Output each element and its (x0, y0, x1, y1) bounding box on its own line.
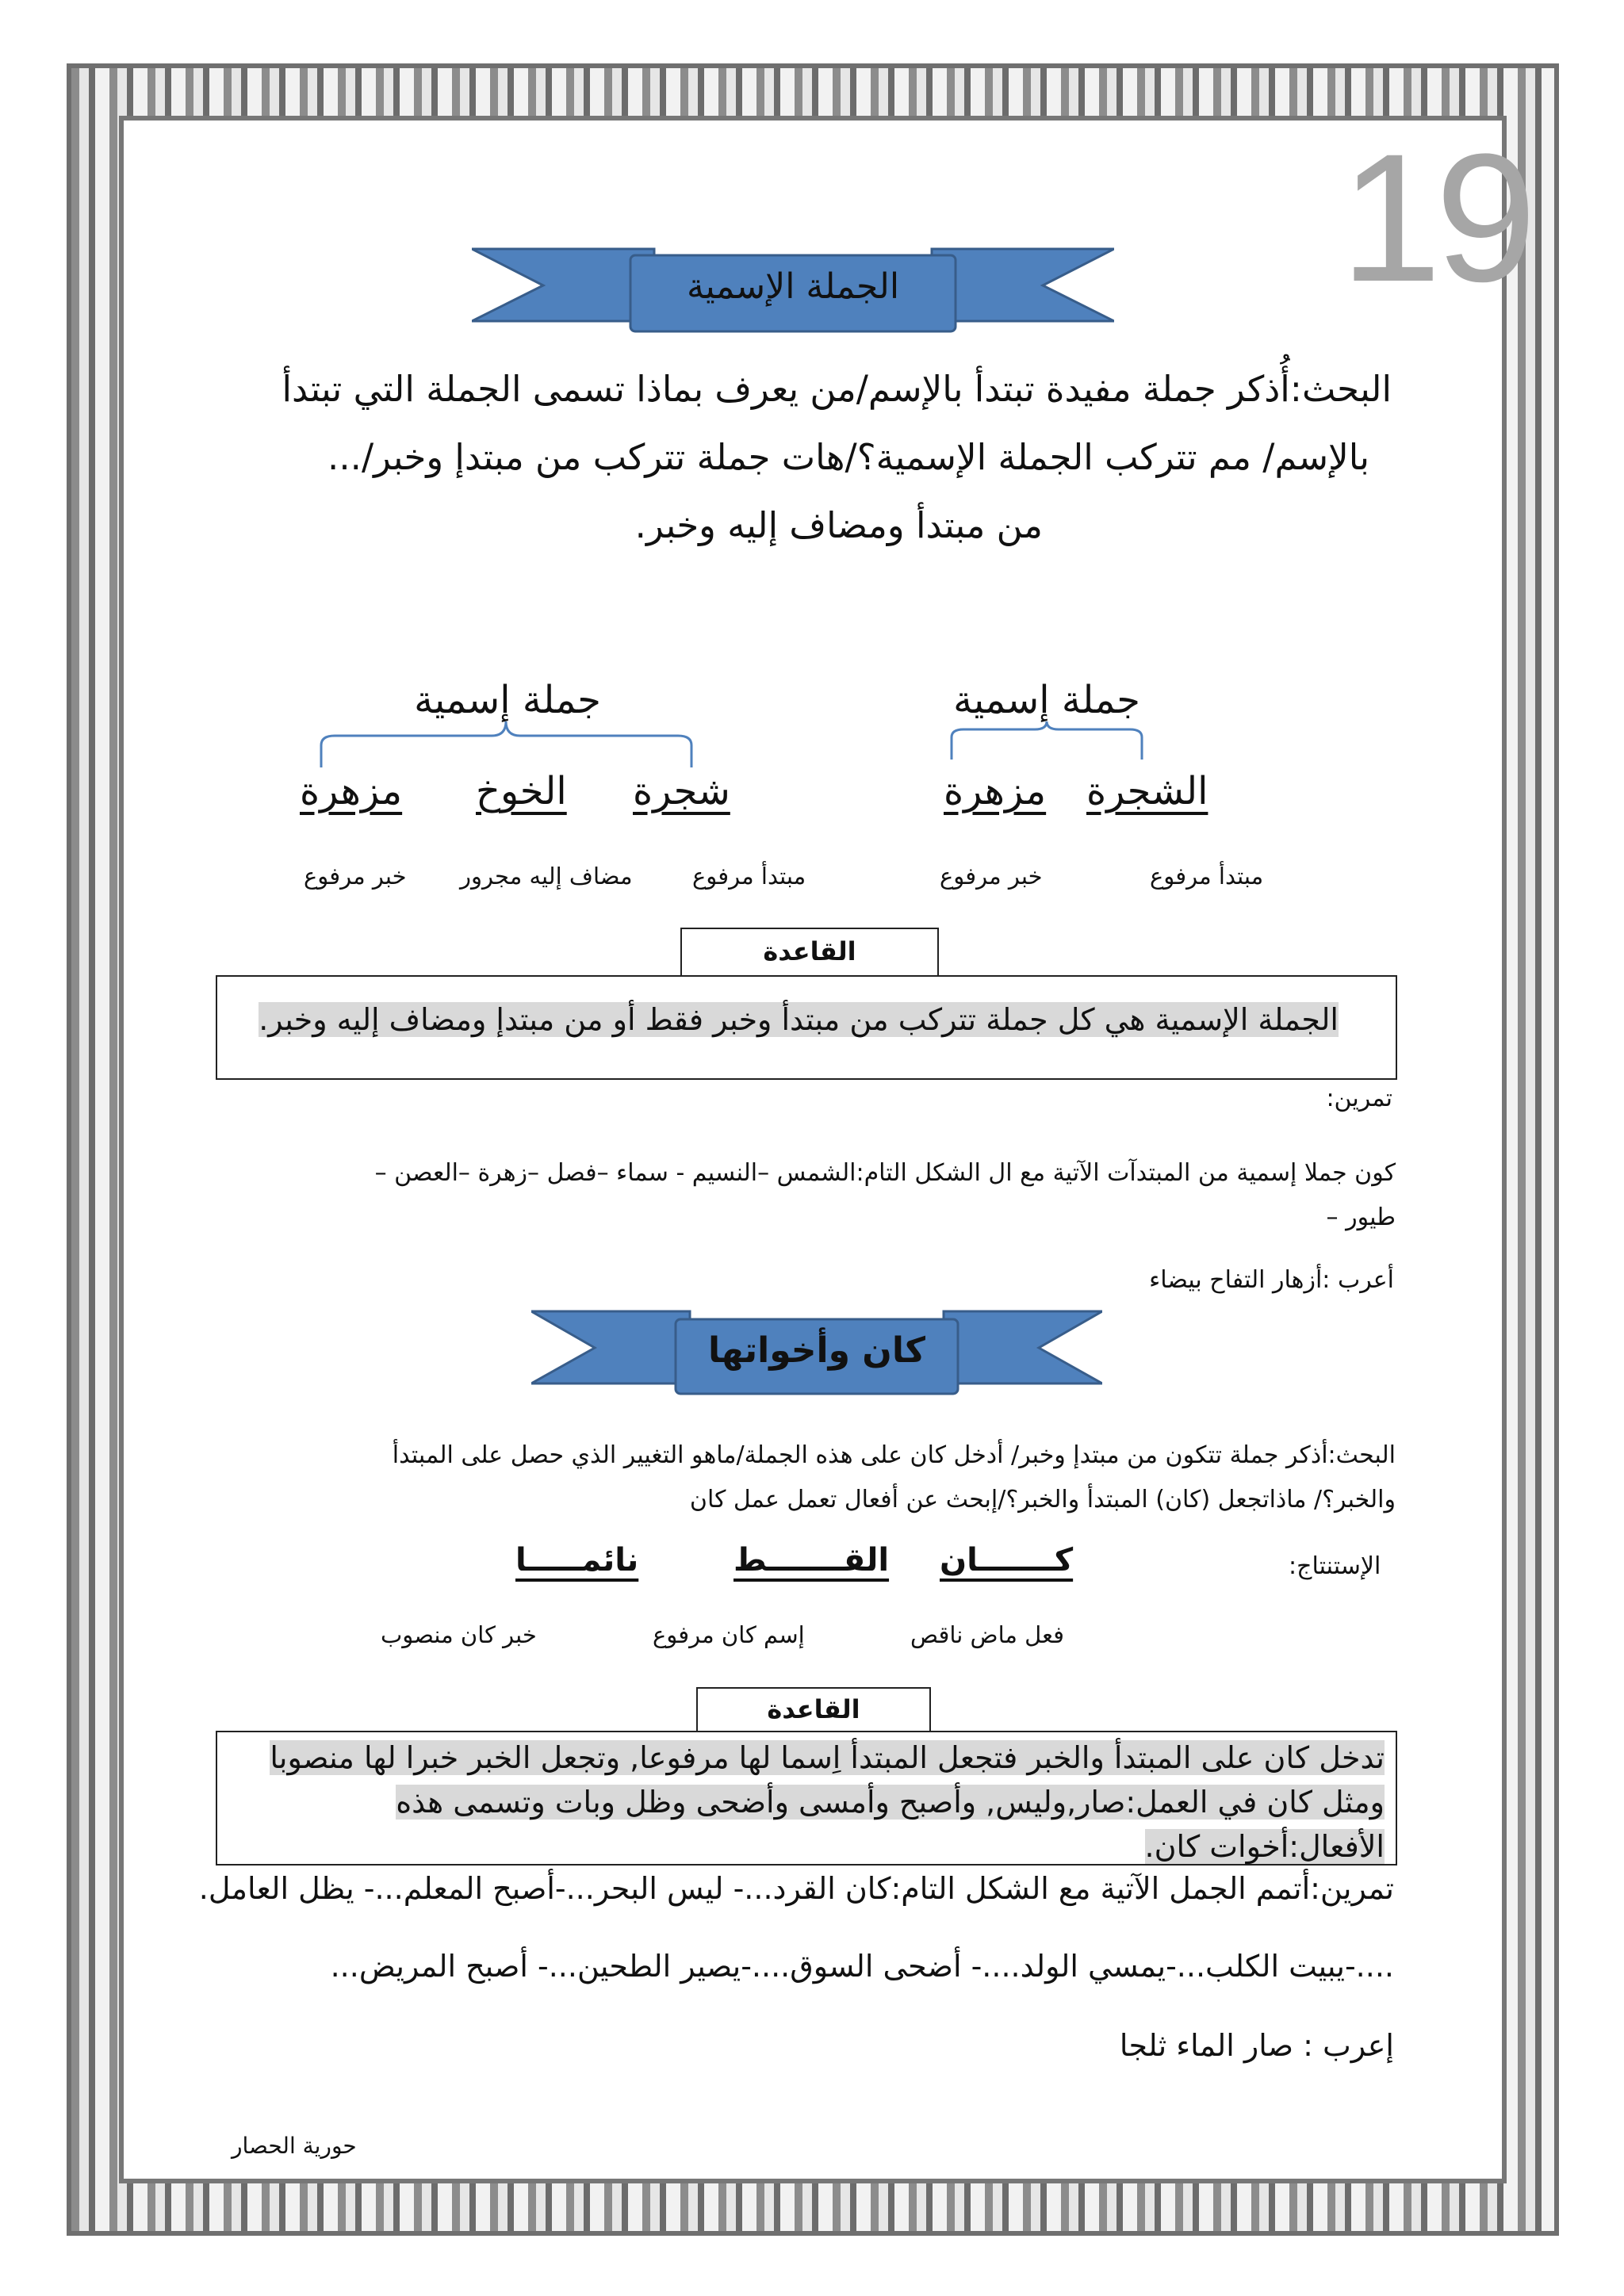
kana-label-3: خبر كان منصوب (381, 1621, 537, 1648)
intro-paragraph (226, 355, 1392, 560)
exercise-1-line-1: كون جملا إسمية من المبتدآت الآتية مع ال الشكل التام:الشمس –النسيم - سماء –فصل –زهرة –العصن – (374, 1159, 1396, 1187)
rule-box-1 (216, 975, 1397, 1080)
kana-label-2: إسم كان مرفوع (653, 1621, 805, 1648)
exercise-2-line-1: تمرين:أتمم الجمل الآتية مع الشكل التام:كان القرد...- ليس البحر...-أصبح المعلم...- يظل العامل. (198, 1871, 1394, 1906)
example-right-label-1: مبتدأ مرفوع (1150, 863, 1264, 890)
conclusion-label: الإستنتاج: (1289, 1552, 1381, 1580)
kana-word-3: نائمـــــا (515, 1542, 639, 1578)
example-left-word-3: مزهرة (300, 769, 403, 813)
author-name: حورية الحصار (232, 2133, 357, 2159)
example-right-word-1: الشجرة (1086, 769, 1208, 813)
example-left-title: جملة إسمية (414, 678, 601, 722)
section-banner-jumla-ismiya (472, 246, 1114, 333)
exercise-label-1: تمرين: (1326, 1085, 1392, 1112)
example-right-label-2: خبر مرفوع (940, 863, 1043, 890)
research-2-line-2: والخبر؟/ ماذاتجعل (كان) المبتدأ والخبر؟/إبحث عن أفعال تعمل عمل كان (689, 1486, 1396, 1513)
example-left-brace (317, 721, 698, 769)
page-number: 19 (1340, 116, 1530, 320)
example-left-label-2: مضاف إليه مجرور (460, 863, 633, 890)
example-left-word-2: الخوخ (476, 769, 567, 813)
banner-title: الجملة الإسمية (686, 266, 900, 307)
rule-label-2: القاعدة (696, 1687, 931, 1733)
exercise-1-text (270, 1151, 1396, 1240)
research-2-text (325, 1433, 1396, 1522)
research-2-line-1: البحث:أذكر جملة تتكون من مبتدإ وخبر/ أدخل كان على هذه الجملة/ماهو التغيير الذي حصل على المبتدأ (392, 1441, 1396, 1469)
rule-2-line-1: تدخل كان على المبتدأ والخبر فتجعل المبتدأ اِسما لها مرفوعا, وتجعل الخبر خبرا لها منصوبا (270, 1740, 1385, 1775)
rule-2-line-2: ومثل كان في العمل:صار,وليس, وأصبح وأمسى وأضحى وظل وبات وتسمى هذه (396, 1785, 1385, 1820)
parse-2: إعرب : صار الماء ثلجا (1119, 2028, 1394, 2063)
intro-line-3: من مبتدأ ومضاف إليه وخبر. (634, 504, 1043, 546)
intro-line-2: بالإسم/ مم تتركب الجملة الإسمية؟/هات جملة تتركب من مبتدإ وخبر/... (327, 436, 1369, 478)
parse-1: أعرب :أزهار التفاح بيضاء (1149, 1266, 1394, 1294)
kana-word-1: كـــــــان (940, 1542, 1074, 1578)
rule-box-2 (216, 1731, 1397, 1866)
kana-label-1: فعل ماض ناقص (910, 1621, 1064, 1648)
rule-text-1: الجملة الإسمية هي كل جملة تتركب من مبتدأ وخبر فقط أو من مبتدإ ومضاف إليه وخبر. (259, 1002, 1339, 1037)
example-right-brace (948, 721, 1146, 761)
rule-2-line-3: الأفعال:أخوات كان. (1144, 1829, 1385, 1864)
section-banner-kana (531, 1308, 1102, 1397)
rule-label-1: القاعدة (680, 928, 939, 977)
example-left-label-3: خبر مرفوع (304, 863, 407, 890)
exercise-1-line-2: طيور – (1326, 1203, 1396, 1231)
example-left-label-1: مبتدأ مرفوع (692, 863, 806, 890)
banner-title: كان وأخواتها (708, 1330, 925, 1371)
kana-word-2: القـــــــط (733, 1542, 890, 1578)
example-right-word-2: مزهرة (944, 769, 1047, 813)
exercise-2-line-2: ....-يبيت الكلب...-يمسي الولد....- أضحى السوق....-يصير الطحين...- أصبح المريض... (330, 1949, 1394, 1984)
example-right-title: جملة إسمية (953, 678, 1140, 722)
intro-line-1: البحث:أُذكر جملة مفيدة تبتدأ بالإسم/من يعرف بماذا تسمى الجملة التي تبتدأ (282, 368, 1392, 410)
example-left-word-1: شجرة (633, 769, 730, 813)
